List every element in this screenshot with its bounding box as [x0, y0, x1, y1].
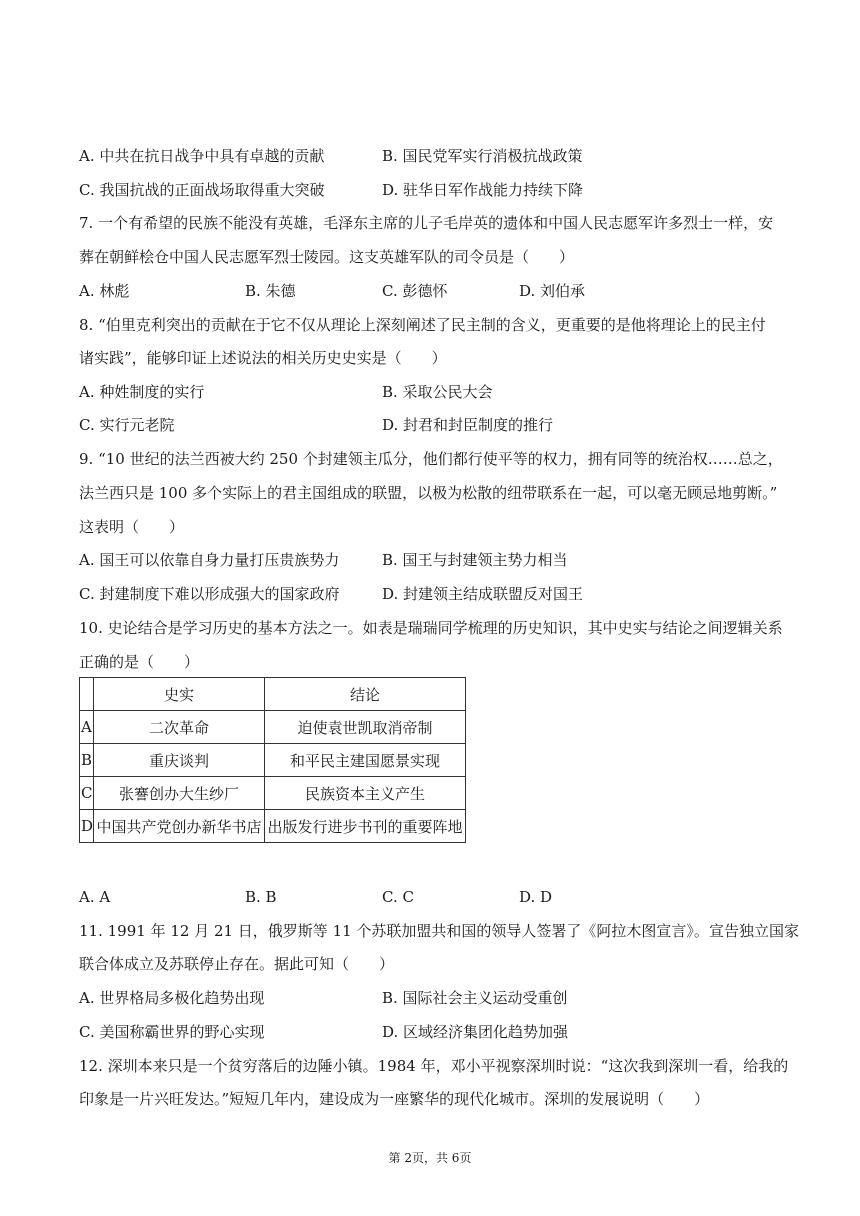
q8-stem-line-2: 诸实践”，能够印证上述说法的相关历史史实是（ ）	[79, 349, 447, 367]
table-cell-key: C	[80, 777, 94, 810]
q6-option-d: D. 驻华日军作战能力持续下降	[382, 181, 584, 199]
q11-option-c: C. 美国称霸世界的野心实现	[79, 1023, 265, 1041]
q9-option-c: C. 封建制度下难以形成强大的国家政府	[79, 585, 340, 603]
q12-stem-line-1: 12. 深圳本来只是一个贫穷落后的边陲小镇。1984 年，邓小平视察深圳时说：“这次我到深圳一看，给我的	[79, 1057, 789, 1075]
q8-option-a: A. 种姓制度的实行	[79, 383, 205, 401]
q11-option-d: D. 区域经济集团化趋势加强	[382, 1023, 569, 1041]
q7-stem-line-2: 葬在朝鲜桧仓中国人民志愿军烈士陵园。这支英雄军队的司令员是（ ）	[79, 248, 575, 266]
page-footer: 第 2页，共 6页	[388, 1151, 472, 1165]
q10-option-d: D. D	[519, 888, 553, 906]
table-header-fact: 史实	[94, 678, 265, 711]
q10-option-a: A. A	[79, 888, 111, 906]
table-cell-conclusion: 民族资本主义产生	[265, 777, 466, 810]
table-cell-fact: 二次革命	[94, 711, 265, 744]
q8-option-c: C. 实行元老院	[79, 416, 175, 434]
q10-fact-conclusion-table	[79, 677, 466, 843]
table-header-conclusion: 结论	[265, 678, 466, 711]
q9-option-d: D. 封建领主结成联盟反对国王	[382, 585, 584, 603]
q10-option-b: B. B	[245, 888, 277, 906]
table-row	[80, 744, 466, 777]
table-row	[80, 810, 466, 843]
table-row	[80, 711, 466, 744]
q6-option-c: C. 我国抗战的正面战场取得重大突破	[79, 181, 325, 199]
table-cell-fact: 张謇创办大生纱厂	[94, 777, 265, 810]
table-cell-key: B	[80, 744, 94, 777]
q9-stem-line-2: 法兰西只是 100 多个实际上的君主国组成的联盟，以极为松散的纽带联系在一起，可以毫无顾忌地剪断。”	[79, 484, 778, 502]
q6-option-a: A. 中共在抗日战争中具有卓越的贡献	[79, 147, 325, 165]
q7-option-c: C. 彭德怀	[382, 282, 448, 300]
q9-option-b: B. 国王与封建领主势力相当	[382, 551, 568, 569]
q11-option-b: B. 国际社会主义运动受重创	[382, 989, 568, 1007]
table-header-row	[80, 678, 466, 711]
q8-option-b: B. 采取公民大会	[382, 383, 493, 401]
q7-option-d: D. 刘伯承	[519, 282, 586, 300]
table-cell-key: A	[80, 711, 94, 744]
table-header-key	[80, 678, 94, 711]
q7-stem-line-1: 7. 一个有希望的民族不能没有英雄，毛泽东主席的儿子毛岸英的遗体和中国人民志愿军许多烈士一样，安	[79, 214, 774, 232]
table-cell-conclusion: 迫使袁世凯取消帝制	[265, 711, 466, 744]
table-cell-key: D	[80, 810, 94, 843]
table-cell-fact: 重庆谈判	[94, 744, 265, 777]
q10-stem-line-1: 10. 史论结合是学习历史的基本方法之一。如表是瑞瑞同学梳理的历史知识，其中史实与结论之间逻辑关系	[79, 619, 783, 637]
q11-option-a: A. 世界格局多极化趋势出现	[79, 989, 265, 1007]
table-cell-conclusion: 出版发行进步书刊的重要阵地	[265, 810, 466, 843]
q11-stem-line-1: 11. 1991 年 12 月 21 日，俄罗斯等 11 个苏联加盟共和国的领导人签署了《阿拉木图宣言》。宣告独立国家	[79, 922, 799, 940]
q6-option-b: B. 国民党军实行消极抗战政策	[382, 147, 583, 165]
table-row	[80, 777, 466, 810]
q11-stem-line-2: 联合体成立及苏联停止存在。据此可知（ ）	[79, 955, 395, 973]
q9-option-a: A. 国王可以依靠自身力量打压贵族势力	[79, 551, 340, 569]
q9-stem-line-1: 9. “10 世纪的法兰西被大约 250 个封建领主瓜分，他们都行使平等的权力，拥有同等的统治权……总之，	[79, 450, 783, 468]
table-cell-conclusion: 和平民主建国愿景实现	[265, 744, 466, 777]
q7-option-b: B. 朱德	[245, 282, 296, 300]
table-cell-fact: 中国共产党创办新华书店	[94, 810, 265, 843]
q9-stem-line-3: 这表明（ ）	[79, 518, 185, 536]
q8-stem-line-1: 8. “伯里克利突出的贡献在于它不仅从理论上深刻阐述了民主制的含义，更重要的是他将理论上的民主付	[79, 316, 766, 334]
q8-option-d: D. 封君和封臣制度的推行	[382, 416, 554, 434]
q12-stem-line-2: 印象是一片兴旺发达。”短短几年内，建设成为一座繁华的现代化城市。深圳的发展说明（ ）	[79, 1090, 710, 1108]
q10-option-c: C. C	[382, 888, 414, 906]
q10-stem-line-2: 正确的是（ ）	[79, 653, 200, 671]
q7-option-a: A. 林彪	[79, 282, 130, 300]
